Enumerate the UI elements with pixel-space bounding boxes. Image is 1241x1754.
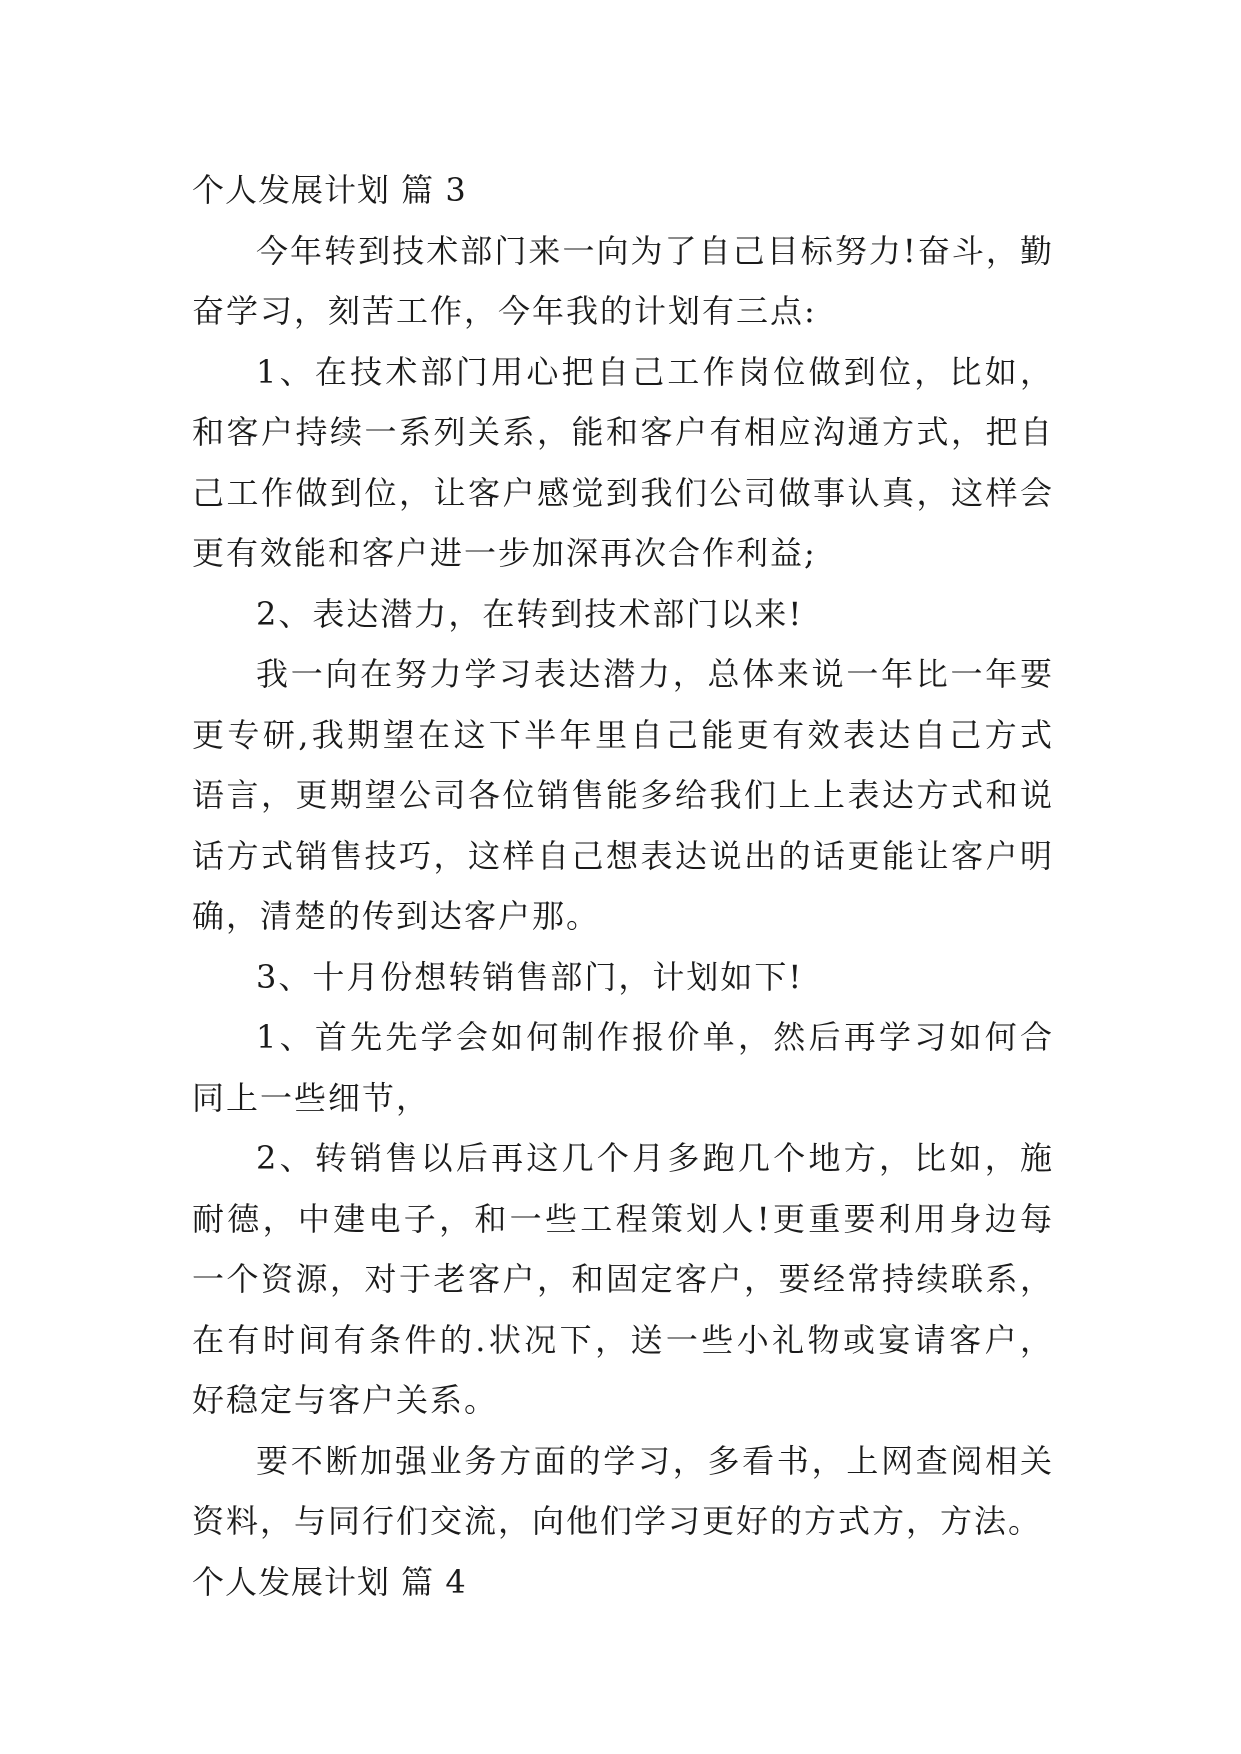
paragraph-point-2: 2、表达潜力，在转到技术部门以来! <box>256 594 804 633</box>
section-4-title: 个人发展计划 篇 4 <box>192 1562 467 1601</box>
paragraph-plan-1: 1、首先先学会如何制作报价单，然后再学习如何合同上一些细节， <box>192 1018 1054 1117</box>
paragraph-intro: 今年转到技术部门来一向为了自己目标努力!奋斗，勤奋学习，刻苦工作，今年我的计划有三点: <box>192 231 1054 330</box>
section-3-title: 个人发展计划 篇 3 <box>192 171 467 209</box>
paragraph-point-3: 3、十月份想转销售部门，计划如下! <box>256 957 804 996</box>
paragraph-expression: 我一向在努力学习表达潜力，总体来说一年比一年要更专研,我期望在这下半年里自己能更有效表达自己方式语言，更期望公司各位销售能多给我们上上表达方式和说话方式销售技巧，这样自己想表达说出的话更能让客户明确，清楚的传到达客户那。 <box>192 655 1054 935</box>
paragraph-plan-2: 2、转销售以后再这几个月多跑几个地方，比如，施耐德，中建电子，和一些工程策划人!更重要利用身边每一个资源，对于老客户，和固定客户，要经常持续联系，在有时间有条件的.状况下，送一些小礼物或宴请客户，好稳定与客户关系。 <box>192 1139 1054 1419</box>
paragraph-study: 要不断加强业务方面的学习，多看书，上网查阅相关资料，与同行们交流，向他们学习更好的方式方，方法。 <box>192 1441 1054 1540</box>
document-body <box>192 160 1054 1612</box>
paragraph-point-1: 1、在技术部门用心把自己工作岗位做到位，比如，和客户持续一系列关系，能和客户有相应沟通方式，把自己工作做到位，让客户感觉到我们公司做事认真，这样会更有效能和客户进一步加深再次合作利益; <box>192 352 1054 572</box>
